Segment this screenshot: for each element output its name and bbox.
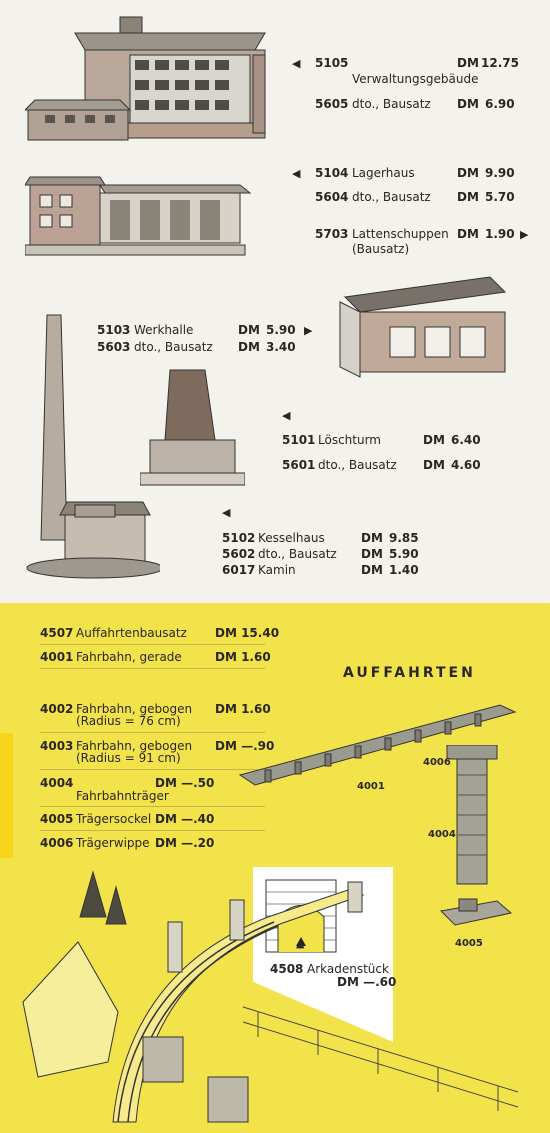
currency: DM [457, 190, 479, 204]
arrow-up-icon: ▲ [296, 937, 305, 950]
divider [40, 732, 265, 733]
price: 5.90 [389, 547, 419, 561]
item-number: 4003 [40, 739, 74, 753]
item-number: 5103 [97, 323, 131, 337]
price: DM —.20 [155, 836, 215, 850]
item-number: 5601 [282, 458, 316, 472]
divider [40, 830, 265, 831]
item-number: 4507 [40, 626, 74, 640]
currency: DM [423, 433, 445, 447]
item-name: dto., Bausatz [352, 190, 431, 204]
arrow-left-icon: ◀ [292, 57, 301, 70]
item-number: 6017 [222, 563, 256, 577]
divider [40, 806, 265, 807]
item-name: Verwaltungsgebäude [352, 72, 479, 86]
item-name: Kesselhaus [258, 531, 325, 545]
item-number: 5602 [222, 547, 256, 561]
item-name: dto., Bausatz [134, 340, 213, 354]
item-number: 4005 [40, 812, 74, 826]
item-name: Fahrbahn, gebogen [76, 739, 193, 753]
item-name: Trägerwippe [76, 836, 150, 850]
price: DM —.60 [337, 975, 397, 989]
item-name: Fahrbahn, gerade [76, 650, 182, 664]
verwaltungsgebaeude-illustration [25, 15, 275, 150]
divider [40, 769, 265, 770]
currency: DM [238, 340, 260, 354]
currency: DM [457, 227, 479, 241]
price: 1.40 [389, 563, 419, 577]
item-number: 4001 [40, 650, 74, 664]
price: 3.40 [266, 340, 296, 354]
divider [40, 668, 265, 669]
item-name-note: (Radius = 91 cm) [76, 751, 181, 765]
price: DM 1.60 [215, 650, 271, 664]
arrow-left-icon: ◀ [292, 167, 301, 180]
currency: DM [457, 56, 479, 70]
price: 1.90 [485, 227, 515, 241]
price: DM —.90 [215, 739, 275, 753]
price: 6.40 [451, 433, 481, 447]
item-name: Arkadenstück [307, 962, 389, 976]
item-name: Fahrbahnträger [76, 789, 169, 803]
section-heading: AUFFAHRTEN [343, 665, 476, 681]
item-number: 5105 [315, 56, 349, 70]
item-number: 5603 [97, 340, 131, 354]
item-number: 5604 [315, 190, 349, 204]
price: DM 1.60 [215, 702, 271, 716]
item-number: 4006 [40, 836, 74, 850]
price: DM —.40 [155, 812, 215, 826]
price: 5.70 [485, 190, 515, 204]
price: 9.85 [389, 531, 419, 545]
item-number: 5605 [315, 97, 349, 111]
price: 6.90 [485, 97, 515, 111]
currency: DM [361, 563, 383, 577]
item-name: Fahrbahn, gebogen [76, 702, 193, 716]
arrow-left-icon: ◀ [282, 409, 291, 422]
auffahrt-scene-illustration [18, 862, 533, 1127]
currency: DM [361, 531, 383, 545]
currency: DM [238, 323, 260, 337]
item-number: 4002 [40, 702, 74, 716]
price: 9.90 [485, 166, 515, 180]
item-number: 4508 [270, 962, 304, 976]
item-name: Lagerhaus [352, 166, 415, 180]
item-number: 5102 [222, 531, 256, 545]
item-name: dto., Bausatz [318, 458, 397, 472]
currency: DM [361, 547, 383, 561]
item-name: Kamin [258, 563, 296, 577]
arrow-right-icon: ▶ [304, 324, 313, 337]
arrow-right-icon: ▶ [520, 228, 529, 241]
item-number: 5703 [315, 227, 349, 241]
item-name-note: (Radius = 76 cm) [76, 714, 181, 728]
currency: DM [423, 458, 445, 472]
item-name: Lattenschuppen [352, 227, 449, 241]
currency: DM [457, 97, 479, 111]
yellow-tab-strip [0, 733, 13, 858]
price: 12.75 [481, 56, 519, 70]
werkhalle-illustration [335, 272, 515, 387]
item-name: Auffahrtenbausatz [76, 626, 187, 640]
part-label: 4005 [455, 938, 483, 949]
item-name: dto., Bausatz [352, 97, 431, 111]
lagerhaus-illustration [25, 165, 255, 265]
price: 5.90 [266, 323, 296, 337]
item-name: Trägersockel [76, 812, 152, 826]
part-label: 4001 [357, 781, 385, 792]
price: DM —.50 [155, 776, 215, 790]
item-number: 4004 [40, 776, 74, 790]
price: 4.60 [451, 458, 481, 472]
part-label: 4004 [428, 829, 456, 840]
currency: DM [457, 166, 479, 180]
price: DM 15.40 [215, 626, 280, 640]
item-name: Löschturm [318, 433, 381, 447]
part-label: 4006 [423, 757, 451, 768]
item-name-note: (Bausatz) [352, 242, 410, 256]
item-name: Werkhalle [134, 323, 194, 337]
item-number: 5101 [282, 433, 316, 447]
arrow-left-icon: ◀ [222, 506, 231, 519]
item-number: 5104 [315, 166, 349, 180]
divider [40, 644, 265, 645]
item-name: dto., Bausatz [258, 547, 337, 561]
